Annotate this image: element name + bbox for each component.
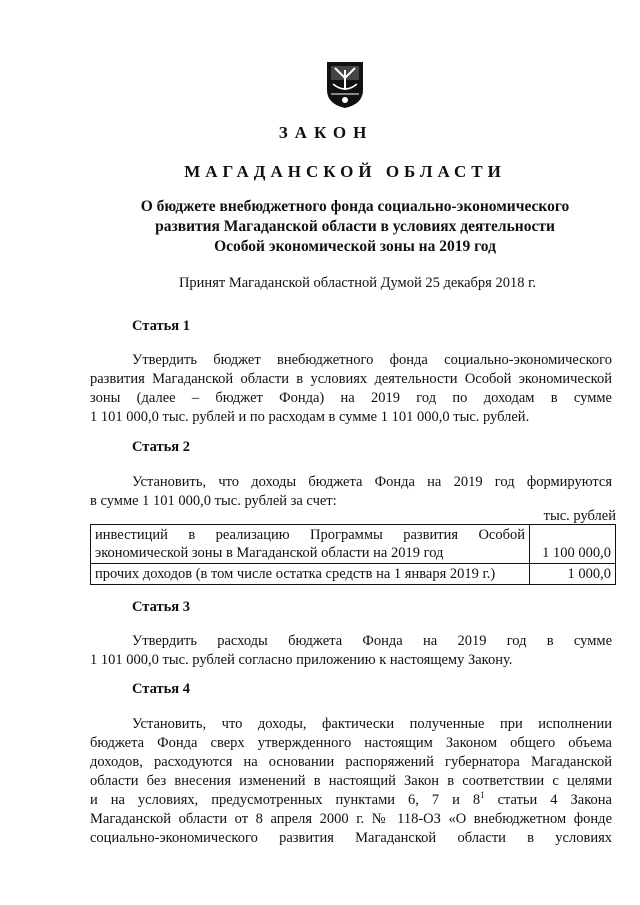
text-line: зоны (далее – бюджет Фонда) на 2019 год по доходам в сумме — [90, 390, 612, 406]
article-4-text — [90, 715, 612, 848]
subtitle-line: развития Магаданской области в условиях деятельности — [155, 218, 555, 235]
text-fragment: статьи 4 Закона — [484, 792, 612, 808]
income-amount: 1 100 000,0 — [530, 525, 616, 564]
text-line: инвестиций в реализацию Программы развития Особой — [95, 527, 525, 543]
subtitle-line: Особой экономической зоны на 2019 год — [214, 238, 496, 255]
text-line: доходов, расходуются на основании распоряжений губернатора Магаданской — [90, 754, 612, 770]
article-1-text — [90, 351, 612, 427]
text-line: Установить, что доходы, фактически полученные при исполнении — [132, 716, 612, 732]
article-3-heading: Статья 3 — [132, 599, 190, 615]
table-row — [91, 525, 616, 564]
text-line: Утвердить расходы бюджета Фонда на 2019 год в сумме — [132, 633, 612, 649]
text-fragment: и на условиях, предусмотренных пунктами 6, 7 и 8 — [90, 792, 481, 808]
subtitle-line: О бюджете внебюджетного фонда социально-экономического — [140, 198, 570, 215]
coat-of-arms-icon — [325, 60, 365, 110]
text-line: Утвердить бюджет внебюджетного фонда социально-экономического — [132, 352, 612, 368]
income-description — [91, 564, 530, 585]
superscript: 1 — [480, 791, 485, 801]
article-2-heading: Статья 2 — [132, 439, 190, 455]
text-line: Установить, что доходы бюджета Фонда на 2019 год формируются — [132, 474, 612, 490]
text-line: 1 101 000,0 тыс. рублей согласно приложению к настоящему Закону. — [90, 652, 513, 668]
text-line: области без внесения изменений в настоящий Закон в соответствии с целями — [90, 773, 612, 789]
text-line: экономической зоны в Магаданской области на 2019 год — [95, 545, 444, 561]
text-line: социально-экономического развития Магаданской области в условиях — [90, 830, 612, 846]
region-title: МАГАДАНСКОЙ ОБЛАСТИ — [184, 162, 506, 181]
article-4-heading: Статья 4 — [132, 681, 190, 697]
law-subtitle — [95, 197, 615, 257]
text-line: Магаданской области от 8 апреля 2000 г. № 118-ОЗ «О внебюджетном фонде — [90, 811, 612, 827]
table-unit: тыс. рублей — [543, 508, 616, 524]
law-title: ЗАКОН — [278, 123, 374, 142]
income-amount: 1 000,0 — [530, 564, 616, 585]
adoption-note: Принят Магаданской областной Думой 25 декабря 2018 г. — [178, 275, 537, 291]
table-row — [91, 564, 616, 585]
text-line: 1 101 000,0 тыс. рублей и по расходам в сумме 1 101 000,0 тыс. рублей. — [90, 409, 530, 425]
income-table — [90, 524, 616, 585]
text-line: прочих доходов (в том числе остатка средств на 1 января 2019 г.) — [95, 566, 496, 582]
text-line: бюджета Фонда сверх утвержденного настоящим Законом общего объема — [90, 735, 612, 751]
article-3-text — [90, 632, 612, 670]
text-line — [90, 791, 612, 810]
article-1-heading: Статья 1 — [132, 318, 190, 334]
text-line: развития Магаданской области в условиях деятельности Особой экономической — [90, 371, 612, 387]
article-2-text — [90, 473, 612, 511]
income-description — [91, 525, 530, 564]
text-line: в сумме 1 101 000,0 тыс. рублей за счет: — [90, 493, 337, 509]
